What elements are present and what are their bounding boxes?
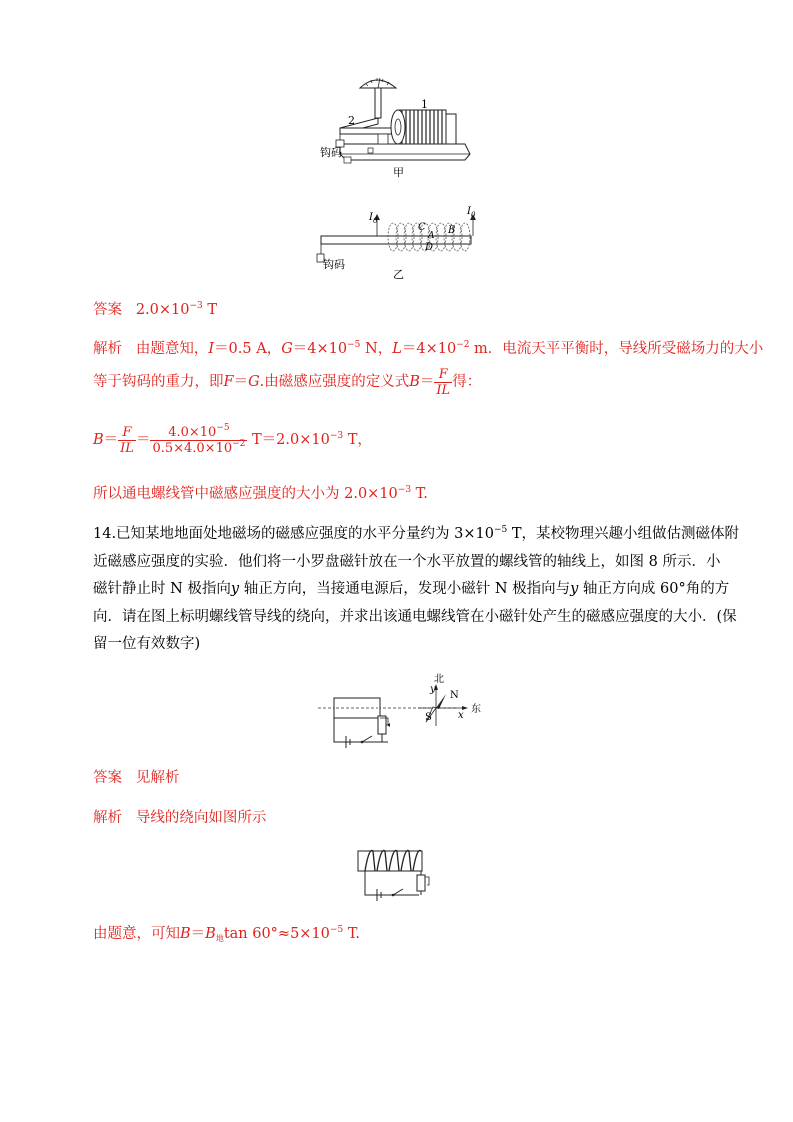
- figure-jia: [300, 70, 480, 180]
- label-2: 2: [348, 114, 355, 127]
- q13-equation: B＝ $\frac{F}{IL}$ ＝ $\frac{4.0\times 10^{-5}}{0.5\times 4.0\times 10^{-2}}$ $T=2.0\times 10^{-3}$ T，: [93, 422, 372, 456]
- analysis-label: 解析: [93, 341, 122, 357]
- label-east: 东: [471, 704, 481, 715]
- q14-analysis: 解析 导线的绕向如图所示: [93, 810, 267, 826]
- figure-8: [318, 670, 498, 750]
- meter-stand: [375, 88, 381, 118]
- label-n: N: [450, 690, 459, 701]
- q14-line5: 留一位有效数字): [93, 636, 201, 652]
- q14-line1: 14.已知某地地面处地磁场的磁感应强度的水平分量约为 $3\times 10^{-5}$ T，某校物理兴趣小组做估测磁体附: [93, 525, 740, 542]
- answer-value: 2.0×10: [135, 302, 190, 318]
- current-left: $I_0$: [369, 212, 378, 225]
- q13-analysis-line1: 解析 由题意知，I＝0.5 A，$G=4\times 10^{-5}$ N，$L=4\times 10^{-2}$ m．电流天平平衡时，导线所受磁场力的大小: [93, 340, 764, 357]
- figure-yi: [313, 200, 493, 280]
- label-north: 北: [434, 674, 444, 685]
- label-1: 1: [421, 98, 428, 111]
- label-x: x: [458, 710, 464, 721]
- weight-label: 钩码: [320, 146, 342, 159]
- rheostat: [417, 875, 425, 891]
- q13-conclusion: 所以通电螺线管中磁感应强度的大小为 $2.0\times 10^{-3}$ T.: [93, 485, 428, 502]
- q14-answer: 答案 见解析: [93, 770, 180, 786]
- label-s: S: [425, 712, 432, 723]
- point-b: B: [448, 225, 456, 236]
- q13-analysis-line2: 等于钩码的重力，即F＝G.由磁感应强度的定义式B＝ $\frac{F}{IL}$ 得：: [93, 366, 482, 398]
- point-d: D: [425, 242, 434, 253]
- q13-answer: 答案 $2.0\times 10^{-3}$ T: [93, 301, 218, 318]
- label-y: y: [430, 684, 436, 695]
- rheostat: [378, 716, 386, 734]
- circuit-wire: [365, 871, 419, 895]
- current-right: $I_0$: [467, 206, 476, 219]
- caption-jia: 甲: [393, 166, 404, 179]
- q14-line3: 磁针静止时 N 极指向y 轴正方向，当接通电源后，发现小磁针 N 极指向与y 轴正方向成 60°角的方: [93, 581, 730, 597]
- point-a: A: [428, 231, 435, 241]
- fraction-f-il: $\frac{F}{IL}$: [436, 366, 451, 398]
- base: [340, 144, 470, 160]
- q14-line2: 近磁感应强度的实验．他们将一小罗盘磁针放在一个水平放置的螺线管的轴线上，如图 8 所示．小: [93, 554, 721, 570]
- caption-yi: 乙: [393, 268, 404, 281]
- answer-label: 答案: [93, 302, 122, 318]
- point-c: C: [418, 222, 426, 233]
- fraction-values: $\frac{4.0\times 10^{-5}}{0.5\times 4.0\times 10^{-2}}$: [152, 422, 246, 456]
- weight-label: 钩码: [323, 258, 345, 271]
- figure-winding: [355, 845, 445, 905]
- compass-needle: [436, 694, 446, 709]
- q14-line4: 向．请在图上标明螺线管导线的绕向，并求出该通电螺线管在小磁针处产生的磁感应强度的大小．(保: [93, 609, 737, 625]
- q14-final: 由题意，可知$B=B_地\tan$ $60^\circ\approx 5\times 10^{-5}$ T.: [93, 925, 360, 943]
